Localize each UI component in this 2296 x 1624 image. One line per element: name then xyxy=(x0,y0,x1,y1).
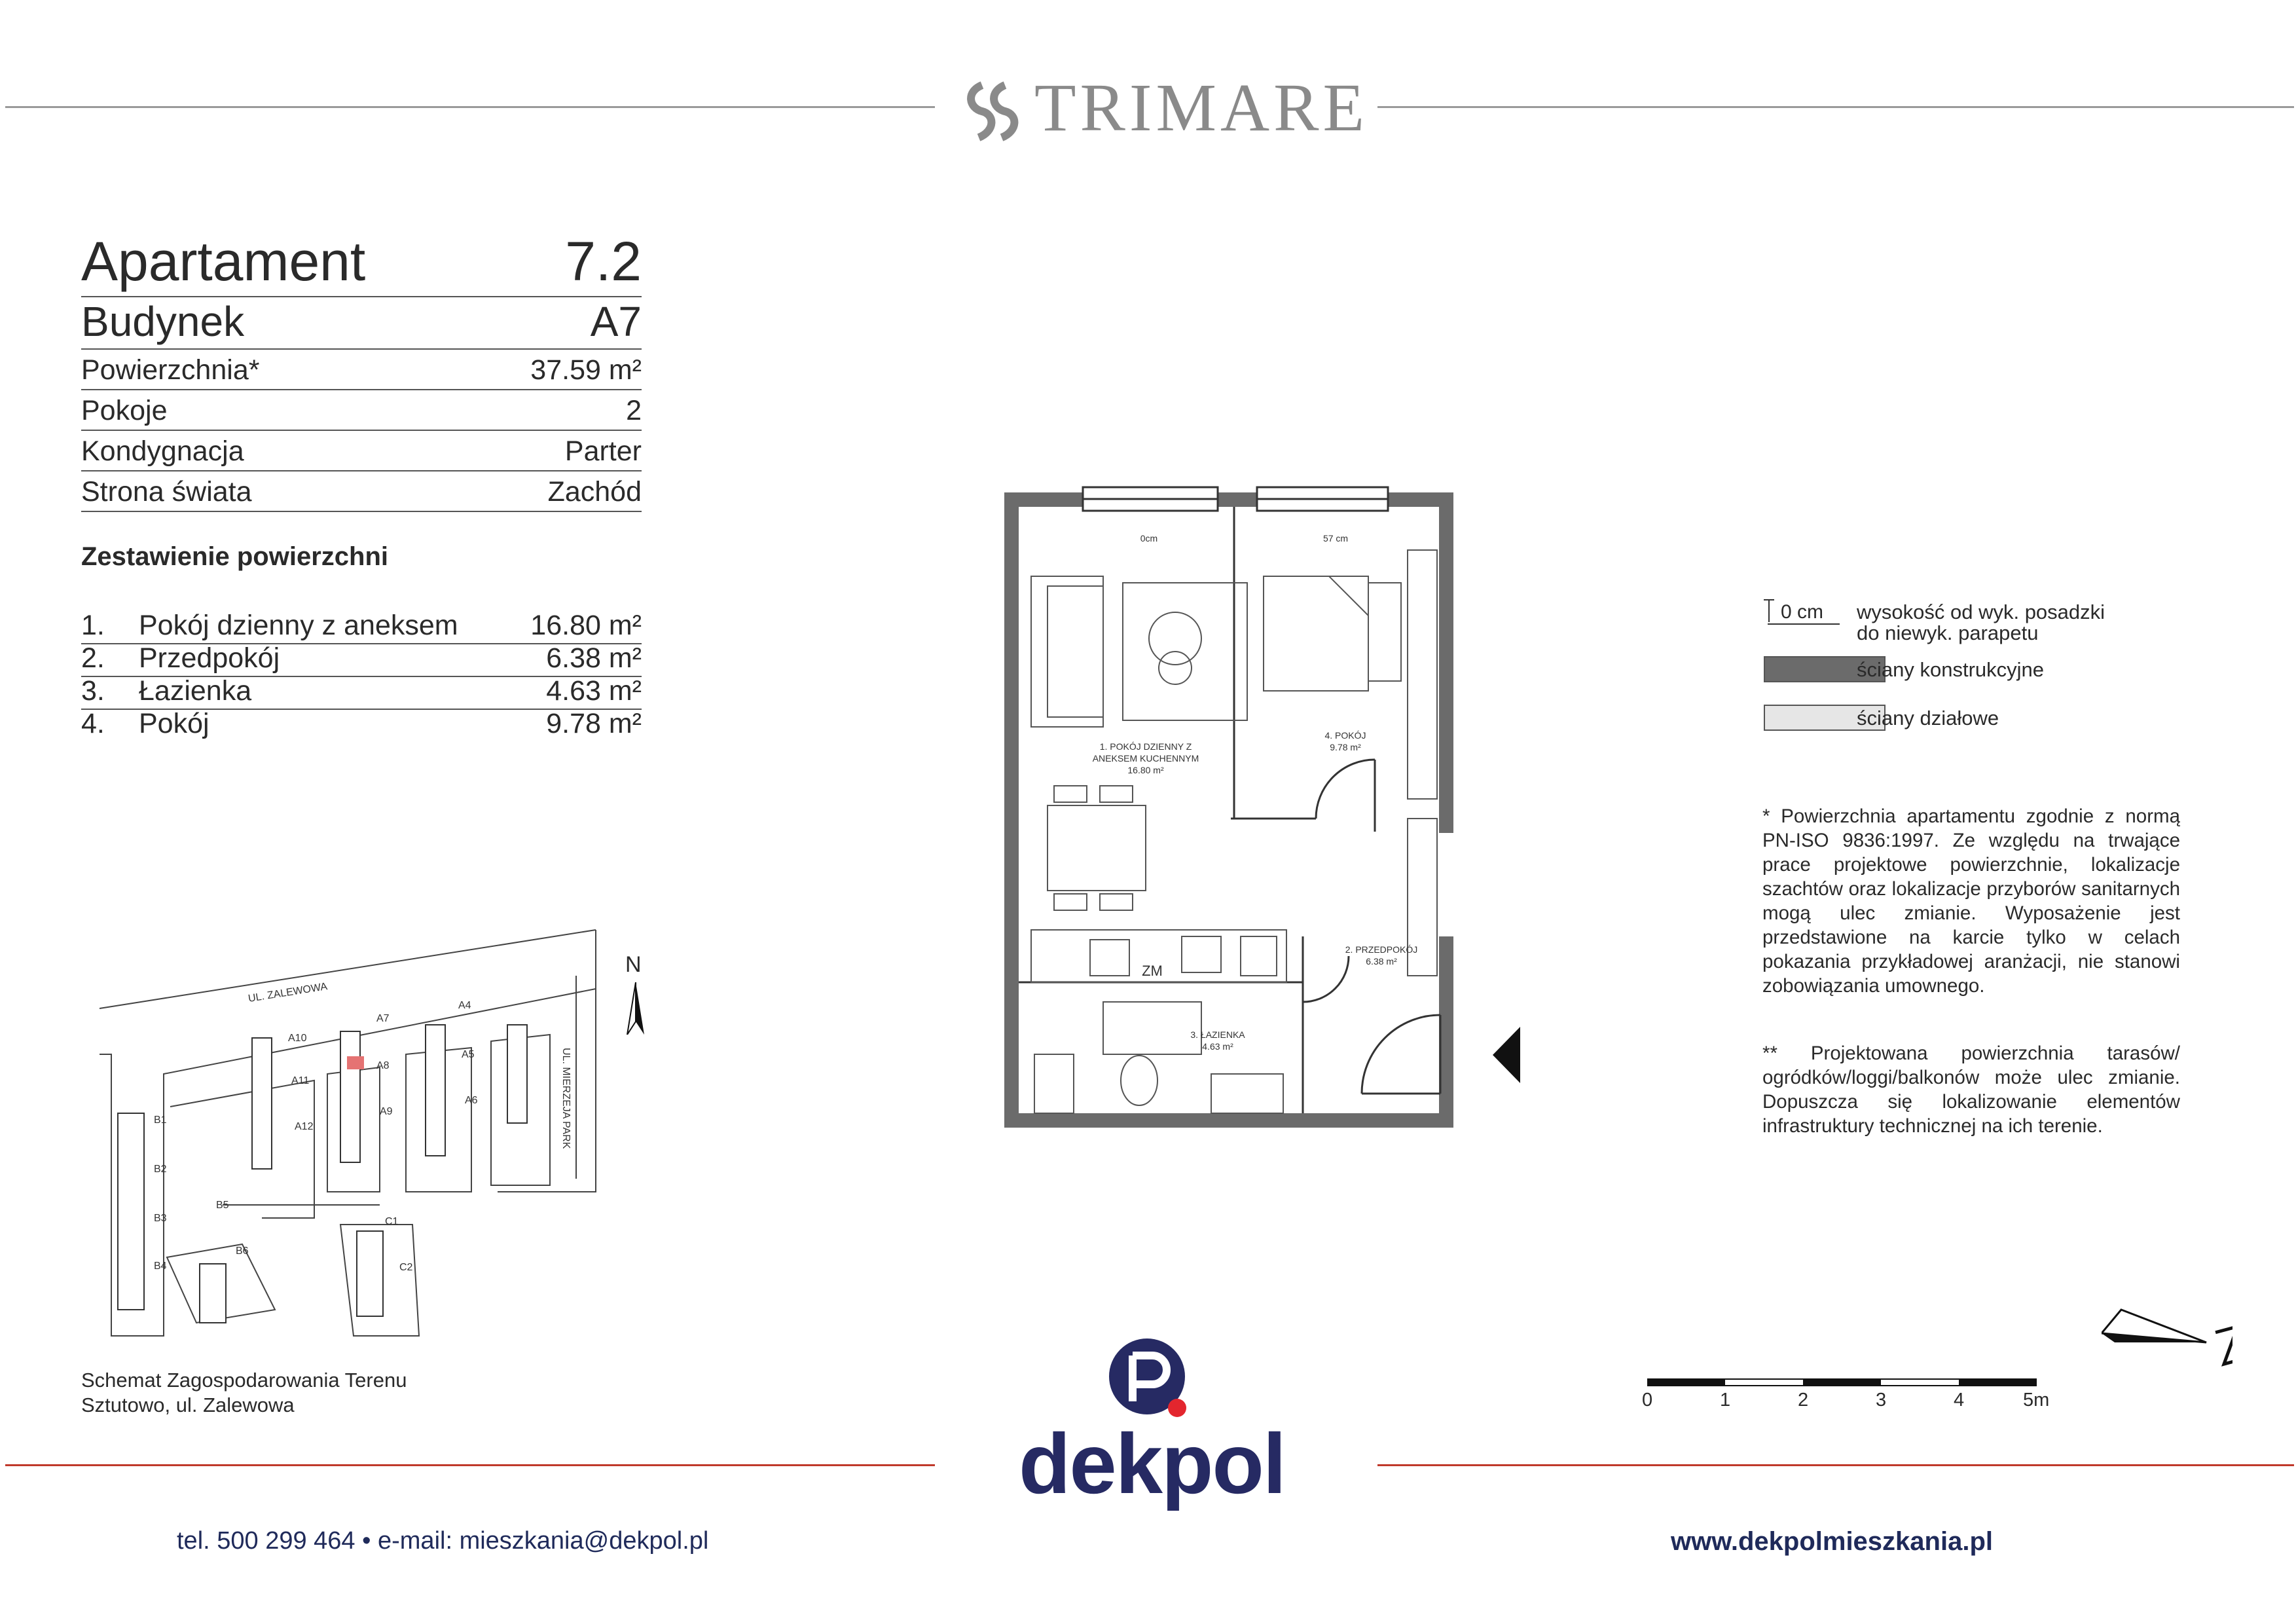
site-label: B6 xyxy=(236,1246,249,1257)
header-rule-left xyxy=(5,106,935,108)
legend-sill-text-1: wysokość od wyk. posadzki xyxy=(1857,600,2105,623)
detail-value: 37.59 m² xyxy=(530,354,642,386)
site-label: A10 xyxy=(288,1033,307,1044)
detail-label: Strona świata xyxy=(81,476,252,507)
sill-height-icon xyxy=(1762,599,1776,625)
room-name: Pokój xyxy=(139,708,210,739)
room-number: 2. xyxy=(81,642,105,674)
legend-sill-underline xyxy=(1768,623,1840,625)
room-area: 4.63 m² xyxy=(546,675,642,707)
site-caption-title: Schemat Zagospodarowania Terenu xyxy=(81,1369,407,1392)
street-mierzeja: UL. MIERZEJA PARK xyxy=(560,1048,572,1149)
room-row xyxy=(81,643,642,677)
scale-tick: 4 xyxy=(1954,1390,1965,1411)
dekpol-logo-icon xyxy=(1106,1336,1198,1421)
building-value: A7 xyxy=(590,298,642,345)
building-label: Budynek xyxy=(81,298,245,345)
scale-tick: 0 xyxy=(1642,1390,1653,1411)
areas-heading: Zestawienie powierzchni xyxy=(81,542,389,571)
site-label: A11 xyxy=(291,1075,310,1086)
legend-partition: ściany działowe xyxy=(1857,707,1999,729)
room1-label-b: ANEKSEM KUCHENNYM xyxy=(1092,753,1199,764)
site-label: B3 xyxy=(154,1213,167,1224)
room-area: 6.38 m² xyxy=(546,642,642,674)
room-number: 3. xyxy=(81,675,105,707)
sill-label-2: 57 cm xyxy=(1322,533,1349,544)
brand-logo xyxy=(962,70,1368,145)
room-name: Przedpokój xyxy=(139,642,280,674)
footer-rule-left xyxy=(5,1464,935,1466)
room1-label-c: 16.80 m² xyxy=(1127,765,1164,775)
room4-label-a: 4. POKÓJ xyxy=(1324,730,1366,741)
site-label: B4 xyxy=(154,1261,167,1272)
site-label: A8 xyxy=(376,1060,390,1071)
site-plan xyxy=(92,917,615,1349)
site-label: C1 xyxy=(385,1216,399,1227)
entrance-arrow-icon xyxy=(1493,1027,1520,1083)
room-area: 16.80 m² xyxy=(530,610,642,641)
sill-label-1: 0cm xyxy=(1140,533,1158,544)
brand-name: TRIMARE xyxy=(1034,70,1368,145)
scale-tick: 1 xyxy=(1720,1390,1731,1411)
site-north-letter: N xyxy=(625,952,642,977)
scale-tick: 2 xyxy=(1798,1390,1809,1411)
room-row xyxy=(81,610,642,644)
highlighted-apartment xyxy=(347,1056,364,1069)
site-label: A12 xyxy=(295,1121,314,1132)
room-row xyxy=(81,709,642,741)
note-terraces: ** Projektowana powierzchnia tarasów/ ogródków/loggi/balkonów może ulec zmianie. Dopuszcza się lokalizowanie elementów infrastruktury technicznej na ich terenie. xyxy=(1762,1043,2180,1137)
detail-value: Zachód xyxy=(547,476,642,507)
room-name: Łazienka xyxy=(139,675,252,707)
site-label: B2 xyxy=(154,1164,167,1175)
legend-sill-value: 0 cm xyxy=(1781,601,1824,623)
site-label: A4 xyxy=(458,1000,471,1011)
partition-walls xyxy=(1019,507,1440,1113)
site-label: A6 xyxy=(465,1095,478,1106)
detail-label: Kondygnacja xyxy=(81,435,244,467)
scale-tick: 3 xyxy=(1876,1390,1887,1411)
detail-label: Pokoje xyxy=(81,395,168,426)
site-label: B5 xyxy=(216,1200,229,1211)
header-rule-right xyxy=(1377,106,2294,108)
site-label: A9 xyxy=(380,1106,393,1117)
site-label: A7 xyxy=(376,1013,390,1024)
room2-label-a: 2. PRZEDPOKÓJ xyxy=(1345,944,1418,955)
room-name: Pokój dzienny z aneksem xyxy=(139,610,458,641)
legend-structural: ściany konstrukcyjne xyxy=(1857,658,2045,681)
brand-mark-icon xyxy=(962,72,1021,144)
detail-value: Parter xyxy=(564,435,642,467)
north-arrow-icon xyxy=(2102,1303,2232,1369)
apartment-row xyxy=(81,231,642,297)
site-label: A5 xyxy=(462,1049,475,1060)
building-row xyxy=(81,296,642,350)
room-number: 4. xyxy=(81,708,105,739)
scale-tick: 5m xyxy=(2023,1390,2050,1411)
apartment-number: 7.2 xyxy=(565,231,642,292)
scale-bar xyxy=(1647,1378,2040,1387)
room1-label-a: 1. POKÓJ DZIENNY Z xyxy=(1099,741,1192,752)
room-number: 1. xyxy=(81,610,105,641)
zm-label: ZM xyxy=(1142,963,1163,979)
detail-value: 2 xyxy=(626,395,642,426)
room2-label-b: 6.38 m² xyxy=(1366,956,1397,967)
apartment-label: Apartament xyxy=(81,231,366,292)
footer-contact[interactable]: tel. 500 299 464 • e-mail: mieszkania@dekpol.pl xyxy=(177,1527,709,1555)
detail-row-rooms xyxy=(81,389,642,431)
site-caption-location: Sztutowo, ul. Zalewowa xyxy=(81,1393,295,1416)
room3-label-a: 3. ŁAZIENKA xyxy=(1190,1029,1245,1040)
site-label: B1 xyxy=(154,1115,167,1126)
street-zalewowa: UL. ZALEWOWA xyxy=(247,981,329,1005)
site-label: C2 xyxy=(399,1262,413,1273)
detail-row-floor xyxy=(81,430,642,471)
note-area: * Powierzchnia apartamentu zgodnie z normą PN-ISO 9836:1997. Ze względu na trwające prace projektowe powierzchnie, lokalizacje szachtów oraz lokalizacje przyborów sanitarnych mogą ulec zmianie. Wyposażenie jest przedstawione na karcie tylko w celach pokazania przykładowej aranżacji, nie stanowi zobowiązania umownego. xyxy=(1762,805,2180,997)
site-buildings xyxy=(118,1025,527,1323)
detail-label: Powierzchnia* xyxy=(81,354,260,386)
room-row xyxy=(81,676,642,710)
legend-sill-text-2: do niewyk. parapetu xyxy=(1857,621,2039,644)
site-north-arrow-icon xyxy=(626,982,646,1035)
room-area: 9.78 m² xyxy=(546,708,642,739)
detail-row-area xyxy=(81,348,642,390)
floor-plan xyxy=(995,478,1467,1133)
room4-label-b: 9.78 m² xyxy=(1330,742,1361,752)
dekpol-wordmark: dekpol xyxy=(1019,1416,1285,1511)
room3-label-b: 4.63 m² xyxy=(1202,1041,1233,1052)
detail-row-orientation xyxy=(81,470,642,512)
footer-website-link[interactable]: www.dekpolmieszkania.pl xyxy=(1671,1527,1993,1556)
footer-rule-right xyxy=(1377,1464,2294,1466)
